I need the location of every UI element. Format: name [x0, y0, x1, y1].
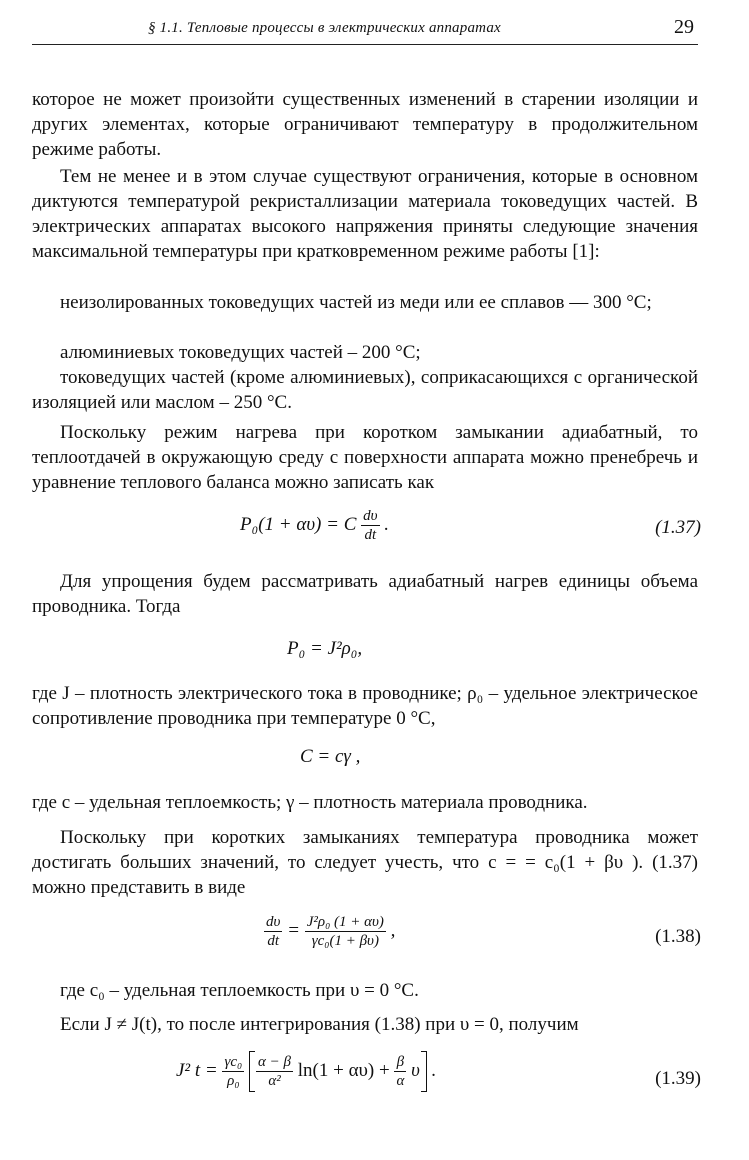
equation-number-1-39: (1.39): [655, 1068, 701, 1089]
paragraph-6: Поскольку режим нагрева при коротком замыкании адиабатный, то теплоотдачей в окружающую среду с поверхности аппарата можно пренебречь и уравнение теплового баланса можно записать как: [32, 422, 698, 493]
list-item-aluminium: алюминиевых токоведущих частей – 200 °С;: [60, 342, 421, 363]
square-bracket-group: $\frac{\alpha - \beta}{\text{α²}}$ ln(1 + αυ) + $\frac{\beta}{\alpha}$ υ: [249, 1051, 427, 1092]
running-title: § 1.1. Тепловые процессы в электрических аппаратах: [148, 20, 501, 36]
paragraph-2: Тем не менее и в этом случае существуют ограничения, которые в основном диктуются температурой рекристаллизации материала токоведущих частей. В электрических аппаратах высокого напряжения приняты следующие значения максимальной температуры при кратковременном режиме работы [1]:: [32, 166, 698, 262]
paragraph-12: Если J ≠ J(t), то после интегрирования (1.38) при υ = 0, получим: [60, 1014, 579, 1035]
paragraph-9: где c – удельная теплоемкость; γ – плотность материала проводника.: [32, 792, 588, 813]
equation-1-38: $\frac{d\upsilon}{dt}$ = $\frac{\text{J²ρ₀ (1 + αυ)}}{\text{γc₀(1 + βυ)}}$ ,: [266, 914, 396, 949]
page-number: 29: [674, 16, 694, 38]
paragraph-11: где c₀ – удельная теплоемкость при υ = 0 °С.: [60, 980, 419, 1001]
paragraph-10: Поскольку при коротких замыканиях температура проводника может достигать больших значений, то следует учесть, что c = = c₀(1 + βυ ). (1.37) можно представить в виде: [32, 827, 698, 898]
paragraph-8: где J – плотность электрического тока в проводнике; ρ₀ – удельное электрическое сопротивление проводника при температуре 0 °С,: [32, 683, 698, 729]
page-header: [32, 16, 698, 45]
equation-number-1-38: (1.38): [655, 926, 701, 947]
equation-1-39: J² t = $\frac{\text{γc₀}}{\text{ρ₀}}$ $\frac{\alpha - \beta}{\text{α²}}$ ln(1 + αυ) + $\frac{\beta}{\alpha}$ υ .: [176, 1051, 436, 1092]
equation-number-1-37: (1.37): [655, 517, 701, 538]
paragraph-7: Для упрощения будем рассматривать адиабатный нагрев единицы объема проводника. Тогда: [32, 571, 698, 617]
equation-p0: P₀ = J²ρ₀,: [287, 638, 363, 659]
equation-1-37: P₀(1 + αυ) = C $\frac{d\upsilon}{dt}$ .: [240, 508, 390, 543]
paragraph-1: которое не может произойти существенных изменений в старении изоляции и других элементах, которые ограничивают температуру в продолжительном режиме работы.: [32, 89, 698, 160]
equation-c: C = cγ ,: [300, 746, 361, 767]
list-item-organic-insulation: токоведущих частей (кроме алюминиевых), соприкасающихся с органической изоляцией или маслом – 250 °С.: [32, 367, 698, 413]
list-item-copper: неизолированных токоведущих частей из меди или ее сплавов — 300 °С;: [60, 292, 652, 313]
